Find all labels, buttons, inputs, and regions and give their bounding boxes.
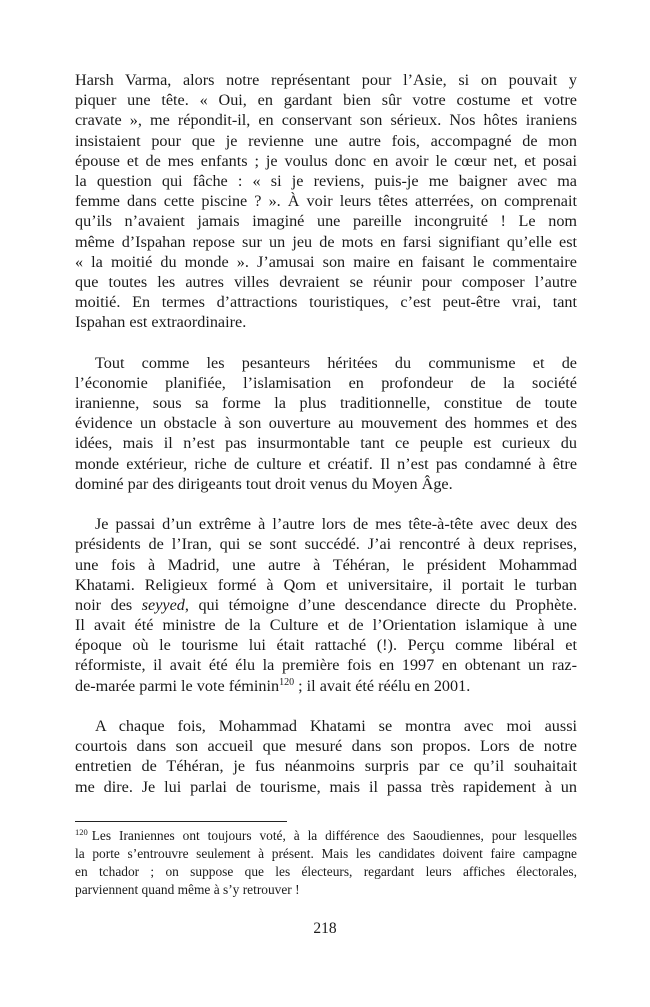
text-line xyxy=(75,676,577,696)
text-line xyxy=(75,595,577,615)
text-line: même d’Ispahan repose sur un jeu de mots en farsi signifiant qu’elle est xyxy=(75,232,577,251)
italic-text: seyyed xyxy=(141,595,185,614)
text-line: A chaque fois, Mohammad Khatami se montra avec moi aussi xyxy=(95,717,577,735)
text-line: entretien de Téhéran, je fus néanmoins surpris par ce qu’il souhaitait xyxy=(75,757,577,776)
text-line: époque où le tourisme lui était rattaché (!). Perçu comme libéral et xyxy=(75,636,577,655)
paragraph xyxy=(75,70,577,332)
footnote-text: Les Iraniennes ont toujours voté, à la différence des Saoudiennes, pour lesquelles xyxy=(91,828,577,843)
text-run: noir des xyxy=(75,595,142,614)
text-line: dominé par des dirigeants tout droit venus du Moyen Âge. xyxy=(75,474,453,493)
footnote-reference: 120 xyxy=(279,676,295,688)
text-line: Harsh Varma, alors notre représentant pour l’Asie, si on pouvait y xyxy=(75,71,577,89)
text-line: présidents de l’Iran, qui se sont succédé. J’ai rencontré à deux reprises, xyxy=(75,535,577,554)
footnote-line: en tchador ; on suppose que les électeurs, regardant leurs affiches électorales, xyxy=(75,864,577,879)
text-line: Je passai d’un extrême à l’autre lors de mes tête-à-tête avec deux des xyxy=(95,515,577,534)
text-line: cravate », me répondit-il, en conservant son sérieux. Nos hôtes iraniens xyxy=(75,111,577,130)
text-line: insistaient pour que je revienne une autre fois, accompagné de mon xyxy=(75,131,577,150)
body-text xyxy=(75,70,577,817)
text-line: que toutes les autres villes devraient se réunir pour composer l’autre xyxy=(75,272,577,291)
text-line: une fois à Madrid, une autre à Téhéran, le président Mohammad xyxy=(75,555,577,574)
page-number: 218 xyxy=(313,920,337,937)
text-line: moitié. En termes d’attractions touristiques, c’est peut-être vrai, tant xyxy=(75,293,577,312)
text-run: de-marée parmi le vote féminin xyxy=(75,676,280,695)
text-line: me dire. Je lui parlai de tourisme, mais il passa très rapidement à un xyxy=(75,777,577,796)
text-line: qu’ils n’avaient jamais imaginé une pareille incongruité ! Le nom xyxy=(75,212,577,231)
text-line: épouse et de mes enfants ; je voulus donc en avoir le cœur net, et posai xyxy=(75,151,577,170)
text-line: réformiste, il avait été élu la première fois en 1997 en obtenant un raz- xyxy=(75,656,577,675)
text-line: iranienne, sous sa forme la plus traditionnelle, constitue de toute xyxy=(75,394,577,412)
text-line: l’économie planifiée, l’islamisation en profondeur de la société xyxy=(75,373,577,392)
text-line: la question qui fâche : « si je reviens, puis-je me baigner avec ma xyxy=(75,171,577,190)
text-line: Il avait été ministre de la Culture et de l’Orientation islamique à une xyxy=(75,616,577,635)
footnote-number: 120 xyxy=(75,827,88,837)
paragraph xyxy=(75,353,577,494)
footnote-divider xyxy=(75,821,287,822)
text-run: , qui témoigne d’une descendance directe du Prophète. xyxy=(184,595,577,614)
text-line: courtois dans son accueil que mesuré dans son propos. Lors de notre xyxy=(75,737,577,756)
text-line: évidence un obstacle à son ouverture au mouvement des hommes et des xyxy=(75,414,577,433)
text-line: piquer une tête. « Oui, en gardant bien sûr votre costume et votre xyxy=(75,91,577,110)
text-line: « la moitié du monde ». J’amusai son maire en faisant le commentaire xyxy=(75,252,577,271)
text-line: monde extérieur, riche de culture et créatif. Il n’est pas condamné à être xyxy=(75,454,577,473)
text-line: idées, mais il n’est pas insurmontable tant ce peuple est curieux du xyxy=(75,434,577,453)
footnote xyxy=(75,827,577,899)
text-run: ; il avait été réélu en 2001. xyxy=(294,676,471,695)
paragraph xyxy=(75,514,577,696)
text-line: Khatami. Religieux formé à Qom et universitaire, il portait le turban xyxy=(75,575,577,594)
text-line: Ispahan est extraordinaire. xyxy=(75,313,247,332)
paragraph xyxy=(75,716,577,797)
footnote-line: parviennent quand même à s’y retrouver ! xyxy=(75,882,300,897)
text-line: femme dans cette piscine ? ». À voir leurs têtes atterrées, on comprenait xyxy=(75,192,577,211)
footnote-line: la porte s’entrouvre seulement à présent. Mais les candidates doivent faire campagne xyxy=(75,846,577,861)
footnote-line xyxy=(75,827,577,845)
text-line: Tout comme les pesanteurs héritées du communisme et de xyxy=(95,353,577,372)
